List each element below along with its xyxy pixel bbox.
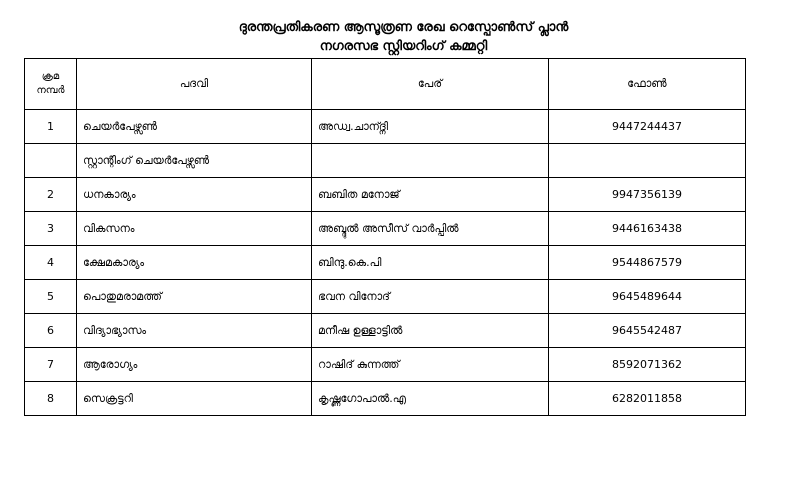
header-name: പേര് — [312, 59, 549, 110]
header-number: ക്രമ നമ്പർ — [25, 59, 77, 110]
row-number — [25, 144, 77, 178]
row-number: 3 — [25, 212, 77, 246]
row-position: ആരോഗ്യം — [77, 348, 312, 382]
row-position: ക്ഷേമകാര്യം — [77, 246, 312, 280]
table-row — [25, 178, 746, 212]
title-line-1: ദുരന്തപ്രതികരണ ആസൂത്രണ രേഖ റെസ്പോൺസ് പ്ലാൻ — [238, 20, 569, 35]
row-name: അഡ്വ.ചാന്ദ്നി — [312, 110, 549, 144]
document-title — [0, 18, 807, 56]
table-row — [25, 314, 746, 348]
row-number: 2 — [25, 178, 77, 212]
row-name — [312, 144, 549, 178]
row-position: സെക്രട്ടറി — [77, 382, 312, 416]
title-line-2: നഗരസഭ സ്റ്റിയറിംഗ് കമ്മറ്റി — [319, 39, 488, 54]
row-phone: 8592071362 — [549, 348, 746, 382]
row-number: 6 — [25, 314, 77, 348]
row-name: ഭവന വിനോദ് — [312, 280, 549, 314]
table-header-row — [25, 59, 746, 110]
row-number: 5 — [25, 280, 77, 314]
row-name: മനീഷ ഉള്ളാട്ടിൽ — [312, 314, 549, 348]
row-phone: 9645489644 — [549, 280, 746, 314]
row-number: 8 — [25, 382, 77, 416]
row-number: 1 — [25, 110, 77, 144]
table-row — [25, 212, 746, 246]
table-row — [25, 382, 746, 416]
row-position: വിദ്യാഭ്യാസം — [77, 314, 312, 348]
row-name: കൃഷ്ണഗോപാൽ.എ — [312, 382, 549, 416]
table-row — [25, 348, 746, 382]
row-phone: 9447244437 — [549, 110, 746, 144]
row-phone: 9947356139 — [549, 178, 746, 212]
table-row — [25, 110, 746, 144]
steering-committee-table — [24, 58, 746, 416]
row-name: ബബിത മനോജ് — [312, 178, 549, 212]
row-position: പൊതുമരാമത്ത് — [77, 280, 312, 314]
row-name: അബ്ദുൽ അസീസ് വാർപ്പിൽ — [312, 212, 549, 246]
table-row — [25, 280, 746, 314]
row-position: വികസനം — [77, 212, 312, 246]
table-row — [25, 246, 746, 280]
row-phone: 9446163438 — [549, 212, 746, 246]
row-phone: 9544867579 — [549, 246, 746, 280]
row-position: ധനകാര്യം — [77, 178, 312, 212]
row-phone: 6282011858 — [549, 382, 746, 416]
table-row — [25, 144, 746, 178]
row-name: റാഷിദ് കുന്നത്ത് — [312, 348, 549, 382]
row-number: 4 — [25, 246, 77, 280]
row-phone — [549, 144, 746, 178]
row-number: 7 — [25, 348, 77, 382]
row-position: ചെയർപേഴ്സൺ — [77, 110, 312, 144]
row-position: സ്റ്റാന്റിംഗ് ചെയർപേഴ്സൺ — [77, 144, 312, 178]
row-name: ബിന്ദു.കെ.പി — [312, 246, 549, 280]
row-phone: 9645542487 — [549, 314, 746, 348]
header-phone: ഫോൺ — [549, 59, 746, 110]
header-position: പദവി — [77, 59, 312, 110]
